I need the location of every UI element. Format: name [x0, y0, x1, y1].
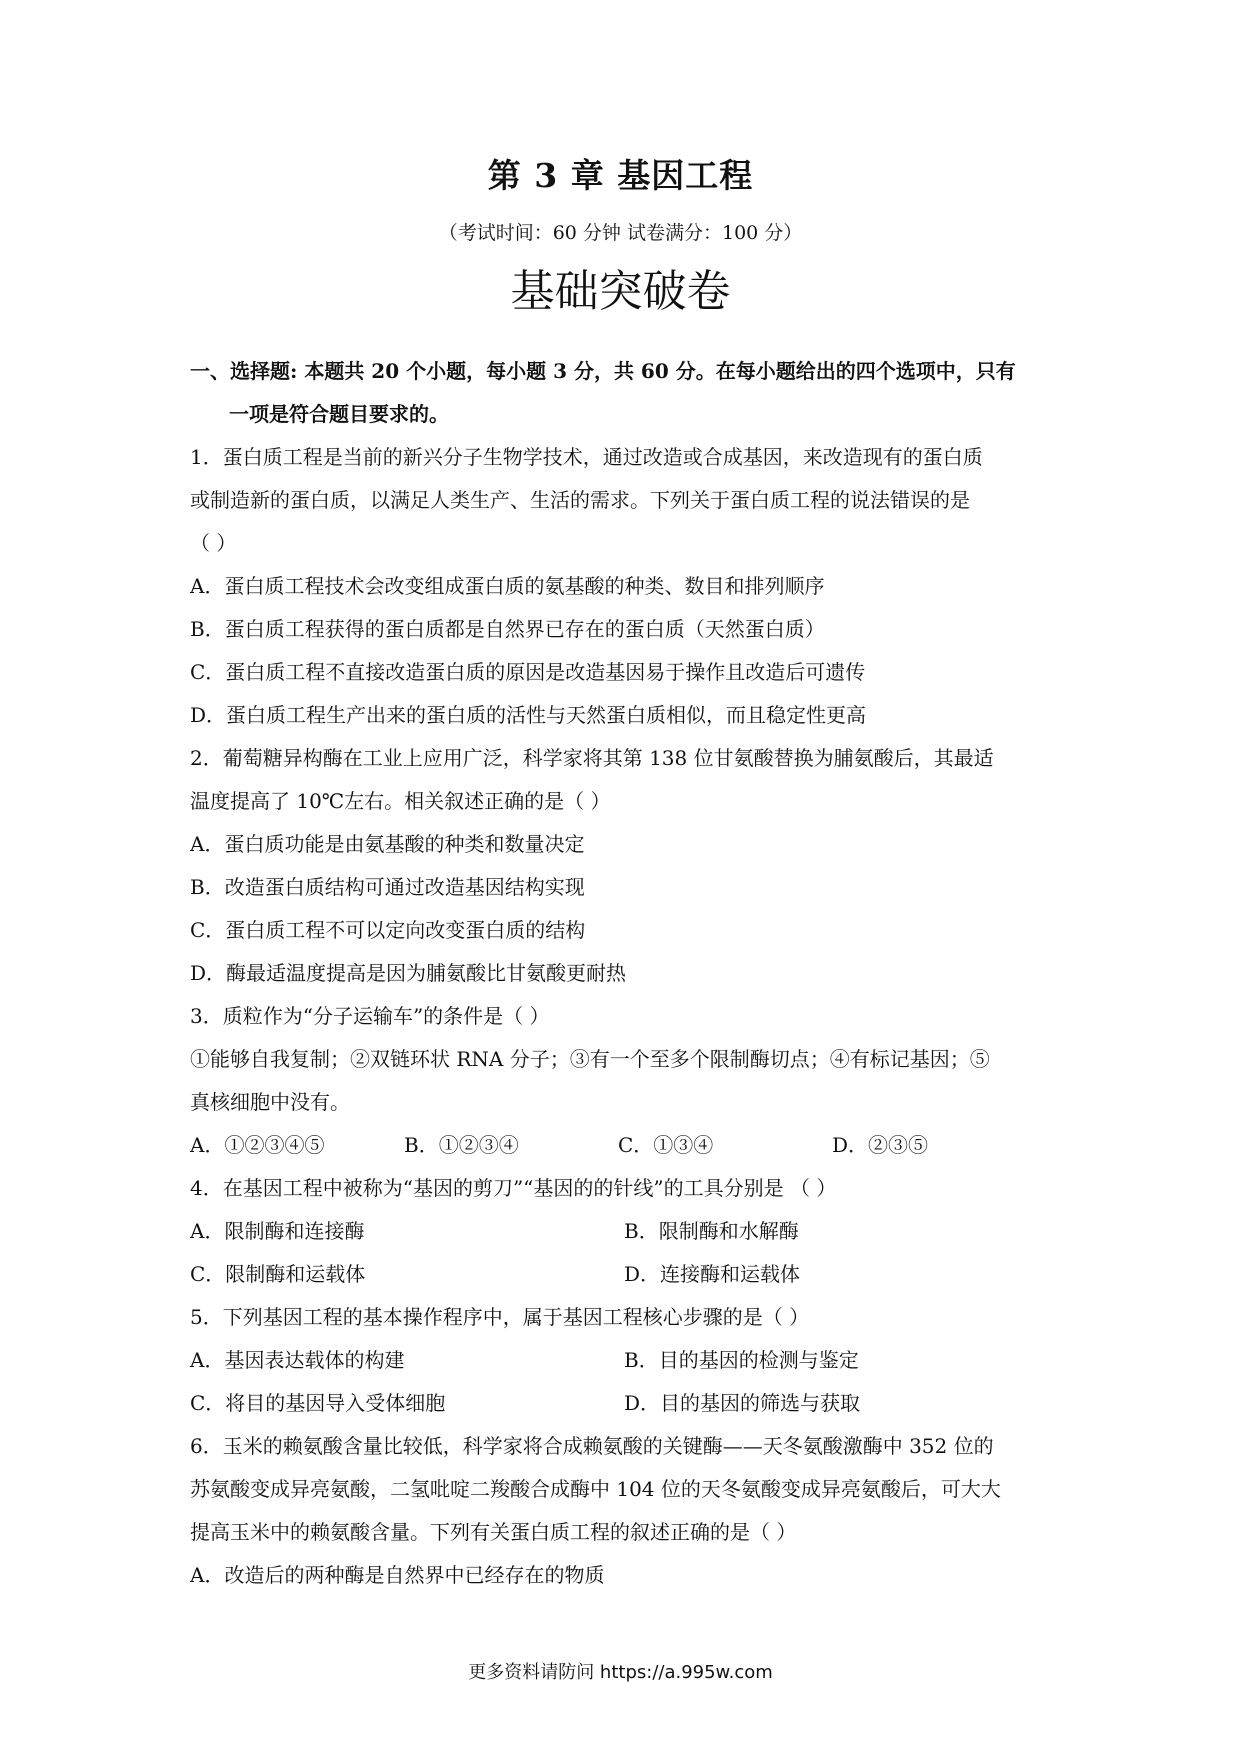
option-a: A．蛋白质工程技术会改变组成蛋白质的氨基酸的种类、数目和排列顺序	[190, 574, 825, 598]
option-d: D．蛋白质工程生产出来的蛋白质的活性与天然蛋白质相似，而且稳定性更高	[190, 703, 867, 727]
footer-link[interactable]: 更多资料请防问 https://a.995w.com	[468, 1662, 773, 1683]
option-b: B．限制酶和水解酶	[624, 1219, 799, 1243]
option-a: A．基因表达载体的构建	[190, 1348, 405, 1372]
question-1	[190, 436, 1058, 737]
answer-blank: （ ）	[190, 531, 237, 555]
question-stem-line: 5．下列基因工程的基本操作程序中，属于基因工程核心步骤的是（ ）	[190, 1305, 810, 1329]
question-stem-line: 6．玉米的赖氨酸含量比较低，科学家将合成赖氨酸的关键酶——天冬氨酸激酶中 352 位的	[190, 1434, 994, 1458]
section-heading: 一、选择题: 本题共 20 个小题，每小题 3 分，共 60 分。在每小题给出的四个选项中，只有	[190, 359, 1016, 383]
question-stem-line: 4．在基因工程中被称为“基因的剪刀”“基因的的针线”的工具分别是 （ ）	[190, 1176, 837, 1200]
options-row	[190, 1253, 1058, 1296]
question-2	[190, 737, 1058, 995]
section-heading-cont: 一项是符合题目要求的。	[229, 402, 449, 426]
question-stem-line: 提高玉米中的赖氨酸含量。下列有关蛋白质工程的叙述正确的是（ ）	[190, 1520, 797, 1544]
question-5	[190, 1296, 1058, 1425]
exam-info: （考试时间：60 分钟 试卷满分：100 分）	[438, 222, 803, 244]
options-row	[190, 1339, 1058, 1382]
option-c: C．蛋白质工程不直接改造蛋白质的原因是改造基因易于操作且改造后可遗传	[190, 660, 866, 684]
options-row	[190, 1124, 1058, 1167]
question-3	[190, 995, 1058, 1167]
options-row	[190, 1210, 1058, 1253]
chapter-title: 第 3 章 基因工程	[487, 156, 754, 195]
question-stem-line: 或制造新的蛋白质，以满足人类生产、生活的需求。下列关于蛋白质工程的说法错误的是	[190, 488, 970, 512]
question-stem-line: 2．葡萄糖异构酶在工业上应用广泛，科学家将其第 138 位甘氨酸替换为脯氨酸后，其最适	[190, 746, 994, 770]
option-a: A．①②③④⑤	[190, 1133, 325, 1157]
question-stem-line: 苏氨酸变成异亮氨酸，二氢吡啶二羧酸合成酶中 104 位的天冬氨酸变成异亮氨酸后，可大大	[190, 1477, 1001, 1501]
question-stem-line: 3．质粒作为“分子运输车”的条件是（ ）	[190, 1004, 550, 1028]
option-b: B．改造蛋白质结构可通过改造基因结构实现	[190, 875, 585, 899]
option-c: C．蛋白质工程不可以定向改变蛋白质的结构	[190, 918, 586, 942]
exam-content	[190, 350, 1058, 1597]
option-c: C．限制酶和运载体	[190, 1262, 366, 1286]
option-b: B．①②③④	[404, 1133, 519, 1157]
option-a: A．改造后的两种酶是自然界中已经存在的物质	[190, 1563, 605, 1587]
option-d: D．目的基因的筛选与获取	[624, 1391, 861, 1415]
option-d: D．酶最适温度提高是因为脯氨酸比甘氨酸更耐热	[190, 961, 627, 985]
paper-title: 基础突破卷	[510, 266, 731, 317]
option-a: A．限制酶和连接酶	[190, 1219, 365, 1243]
option-d: D．连接酶和运载体	[624, 1262, 801, 1286]
option-c: C．将目的基因导入受体细胞	[190, 1391, 446, 1415]
option-a: A．蛋白质功能是由氨基酸的种类和数量决定	[190, 832, 585, 856]
question-stem-line: 温度提高了 10℃左右。相关叙述正确的是（ ）	[190, 789, 611, 813]
question-4	[190, 1167, 1058, 1296]
question-6	[190, 1425, 1058, 1597]
question-stem-line: ①能够自我复制；②双链环状 RNA 分子；③有一个至多个限制酶切点；④有标记基因；⑤	[190, 1047, 990, 1071]
options-row	[190, 1382, 1058, 1425]
option-b: B．蛋白质工程获得的蛋白质都是自然界已存在的蛋白质（天然蛋白质）	[190, 617, 825, 641]
question-stem-line: 真核细胞中没有。	[190, 1090, 350, 1114]
option-b: B．目的基因的检测与鉴定	[624, 1348, 859, 1372]
option-d: D．②③⑤	[832, 1133, 929, 1157]
option-c: C．①③④	[618, 1133, 714, 1157]
question-stem-line: 1．蛋白质工程是当前的新兴分子生物学技术，通过改造或合成基因，来改造现有的蛋白质	[190, 445, 983, 469]
